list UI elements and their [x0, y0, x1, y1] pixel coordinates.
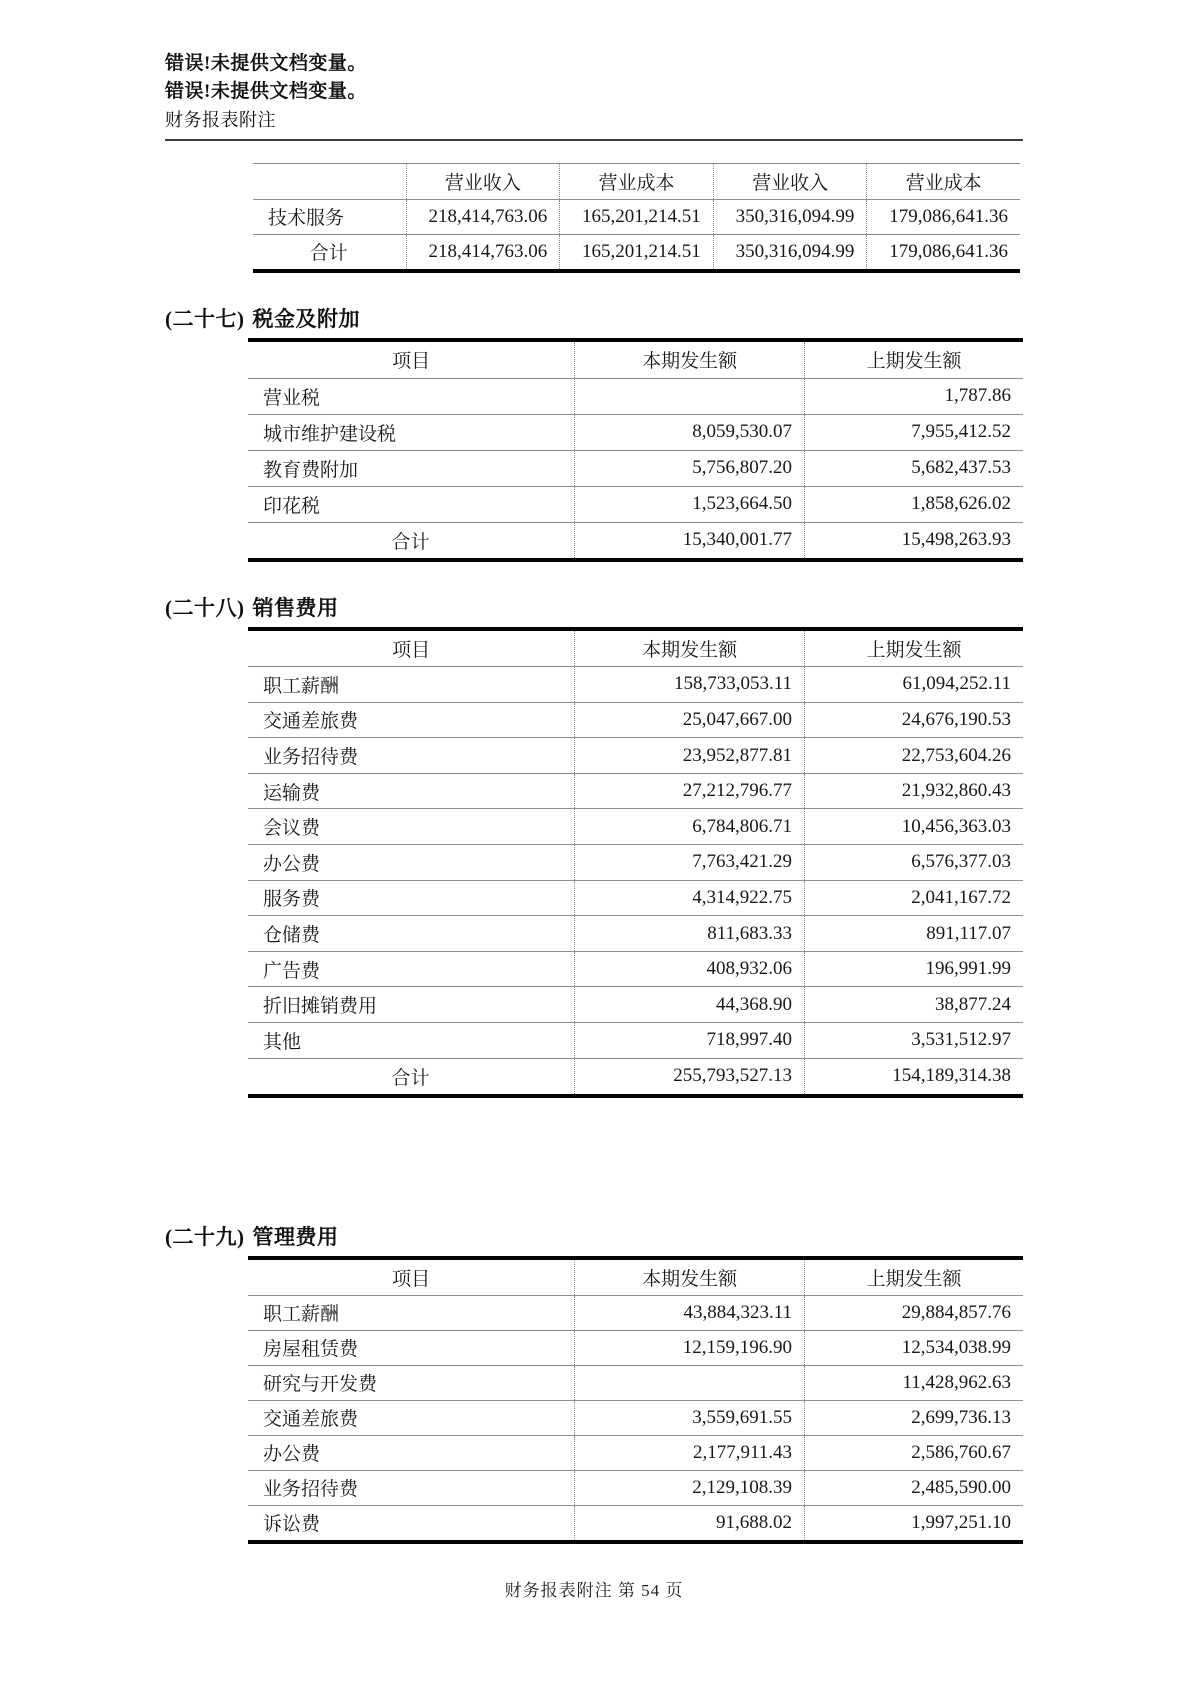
amount-cell: 61,094,252.11 [805, 667, 1024, 703]
table-row [248, 1470, 1023, 1505]
item-label-cell: 教育费附加 [248, 450, 575, 486]
total-label-cell: 合计 [309, 243, 348, 265]
amount-cell: 811,683.33 [575, 916, 805, 952]
amount-cell: 2,699,736.13 [805, 1400, 1024, 1435]
table-row [248, 773, 1023, 809]
amount-cell: 2,586,760.67 [805, 1435, 1024, 1470]
doc-variable-error-line-2: 错误!未提供文档变量。 [165, 81, 367, 102]
table-row [248, 845, 1023, 881]
segment-revenue-cost-table [253, 163, 1020, 273]
table-header-row [248, 631, 1023, 667]
column-header [253, 164, 406, 199]
amount-cell: 8,059,530.07 [575, 414, 805, 450]
total-amount-cell: 15,340,001.77 [575, 522, 805, 558]
amount-cell: 21,932,860.43 [805, 773, 1024, 809]
table-row [248, 1365, 1023, 1400]
amount-cell: 2,129,108.39 [575, 1470, 805, 1505]
column-header: 营业收入 [713, 164, 867, 199]
total-row [248, 1058, 1023, 1094]
item-label-cell: 印花税 [248, 486, 575, 522]
column-header: 营业成本 [560, 164, 714, 199]
table [248, 1260, 1023, 1540]
table-header-row [248, 342, 1023, 378]
total-amount-cell: 15,498,263.93 [805, 522, 1024, 558]
total-amount-cell: 350,316,094.99 [713, 234, 867, 269]
amount-cell: 91,688.02 [575, 1505, 805, 1540]
amount-cell: 6,784,806.71 [575, 809, 805, 845]
amount-cell: 891,117.07 [805, 916, 1024, 952]
item-label-cell: 交通差旅费 [248, 1400, 575, 1435]
amount-cell: 24,676,190.53 [805, 702, 1024, 738]
item-label-cell: 业务招待费 [248, 738, 575, 774]
amount-cell: 5,756,807.20 [575, 450, 805, 486]
table-row [248, 951, 1023, 987]
column-header: 本期发生额 [575, 631, 805, 667]
table-row [248, 987, 1023, 1023]
amount-cell [575, 1365, 805, 1400]
amount-cell: 158,733,053.11 [575, 667, 805, 703]
amount-cell: 6,576,377.03 [805, 845, 1024, 881]
table [248, 342, 1023, 558]
table-row [253, 199, 1020, 234]
table [248, 631, 1023, 1094]
total-label-cell: 合计 [391, 531, 430, 553]
item-label-cell: 研究与开发费 [248, 1365, 575, 1400]
amount-cell: 196,991.99 [805, 951, 1024, 987]
amount-cell: 1,858,626.02 [805, 486, 1024, 522]
document-header [165, 50, 367, 134]
table-row [248, 1435, 1023, 1470]
amount-cell: 2,041,167.72 [805, 880, 1024, 916]
item-label-cell: 办公费 [248, 1435, 575, 1470]
item-label-cell: 业务招待费 [248, 1470, 575, 1505]
item-label-cell: 仓储费 [248, 916, 575, 952]
taxes-and-surcharges-table [248, 338, 1023, 562]
amount-cell: 4,314,922.75 [575, 880, 805, 916]
item-label-cell: 服务费 [248, 880, 575, 916]
item-label-cell: 交通差旅费 [248, 702, 575, 738]
amount-cell: 408,932.06 [575, 951, 805, 987]
amount-cell: 350,316,094.99 [713, 199, 867, 234]
header-divider-rule [165, 139, 1023, 141]
amount-cell: 165,201,214.51 [560, 199, 714, 234]
column-header: 项目 [248, 1260, 575, 1295]
section-label: 销售费用 [252, 596, 339, 620]
section-number: (二十九) [165, 1225, 245, 1249]
amount-cell: 22,753,604.26 [805, 738, 1024, 774]
table-row [248, 1023, 1023, 1059]
item-label-cell: 城市维护建设税 [248, 414, 575, 450]
administrative-expenses-table [248, 1256, 1023, 1544]
column-header: 项目 [248, 342, 575, 378]
table-header-row [253, 164, 1020, 199]
table-header-row [248, 1260, 1023, 1295]
item-label-cell: 诉讼费 [263, 1514, 321, 1536]
table-row [248, 738, 1023, 774]
section-label: 管理费用 [252, 1225, 339, 1249]
item-label-cell: 办公费 [248, 845, 575, 881]
amount-cell: 29,884,857.76 [805, 1295, 1024, 1330]
amount-cell: 1,787.86 [805, 378, 1024, 414]
doc-header-subtitle: 财务报表附注 [165, 110, 276, 130]
item-label-cell: 房屋租赁费 [248, 1330, 575, 1365]
amount-cell: 11,428,962.63 [805, 1365, 1024, 1400]
table-row [248, 486, 1023, 522]
amount-cell: 7,955,412.52 [805, 414, 1024, 450]
item-label-cell: 技术服务 [253, 199, 406, 234]
selling-expenses-table [248, 627, 1023, 1098]
section-title-29 [165, 1221, 339, 1251]
amount-cell: 218,414,763.06 [406, 199, 560, 234]
table-row [248, 916, 1023, 952]
table-row [248, 1295, 1023, 1330]
section-number: (二十七) [165, 307, 245, 331]
amount-cell: 23,952,877.81 [575, 738, 805, 774]
total-amount-cell: 154,189,314.38 [805, 1058, 1024, 1094]
amount-cell: 44,368.90 [575, 987, 805, 1023]
item-label-cell: 其他 [248, 1023, 575, 1059]
table-row [248, 1400, 1023, 1435]
amount-cell: 5,682,437.53 [805, 450, 1024, 486]
table-row [248, 1330, 1023, 1365]
section-number: (二十八) [165, 596, 245, 620]
total-amount-cell: 218,414,763.06 [406, 234, 560, 269]
section-title-28 [165, 592, 339, 622]
amount-cell: 12,534,038.99 [805, 1330, 1024, 1365]
amount-cell: 12,159,196.90 [575, 1330, 805, 1365]
amount-cell: 43,884,323.11 [575, 1295, 805, 1330]
item-label-cell: 职工薪酬 [248, 1295, 575, 1330]
column-header: 本期发生额 [575, 342, 805, 378]
column-header: 本期发生额 [575, 1260, 805, 1295]
table [253, 164, 1020, 269]
amount-cell: 10,456,363.03 [805, 809, 1024, 845]
item-label-cell: 运输费 [248, 773, 575, 809]
table-row [248, 1505, 1023, 1540]
amount-cell: 3,531,512.97 [805, 1023, 1024, 1059]
amount-cell: 3,559,691.55 [575, 1400, 805, 1435]
amount-cell: 179,086,641.36 [867, 199, 1020, 234]
total-row [248, 522, 1023, 558]
amount-cell: 718,997.40 [575, 1023, 805, 1059]
amount-cell: 25,047,667.00 [575, 702, 805, 738]
item-label-cell: 职工薪酬 [248, 667, 575, 703]
column-header: 上期发生额 [805, 342, 1024, 378]
section-title-27 [165, 303, 360, 333]
table-row [248, 702, 1023, 738]
total-amount-cell: 255,793,527.13 [575, 1058, 805, 1094]
table-row [248, 880, 1023, 916]
amount-cell: 2,177,911.43 [575, 1435, 805, 1470]
table-row [248, 450, 1023, 486]
total-amount-cell: 179,086,641.36 [867, 234, 1020, 269]
total-label-cell: 合计 [391, 1067, 430, 1089]
table-row [248, 414, 1023, 450]
amount-cell [575, 378, 805, 414]
item-label-cell: 广告费 [248, 951, 575, 987]
page-footer: 财务报表附注 第 54 页 [504, 1581, 684, 1600]
amount-cell: 1,997,251.10 [805, 1505, 1024, 1540]
amount-cell: 2,485,590.00 [805, 1470, 1024, 1505]
item-label-cell: 会议费 [248, 809, 575, 845]
amount-cell: 27,212,796.77 [575, 773, 805, 809]
column-header: 营业成本 [867, 164, 1020, 199]
column-header: 营业收入 [406, 164, 560, 199]
total-row [253, 234, 1020, 269]
amount-cell: 7,763,421.29 [575, 845, 805, 881]
column-header: 项目 [248, 631, 575, 667]
section-label: 税金及附加 [252, 307, 360, 331]
item-label-cell: 营业税 [248, 378, 575, 414]
table-row [248, 378, 1023, 414]
item-label-cell: 折旧摊销费用 [248, 987, 575, 1023]
column-header: 上期发生额 [805, 631, 1024, 667]
amount-cell: 38,877.24 [805, 987, 1024, 1023]
amount-cell: 1,523,664.50 [575, 486, 805, 522]
total-amount-cell: 165,201,214.51 [560, 234, 714, 269]
table-row [248, 809, 1023, 845]
column-header: 上期发生额 [805, 1260, 1024, 1295]
doc-variable-error-line-1: 错误!未提供文档变量。 [165, 53, 367, 74]
table-row [248, 667, 1023, 703]
